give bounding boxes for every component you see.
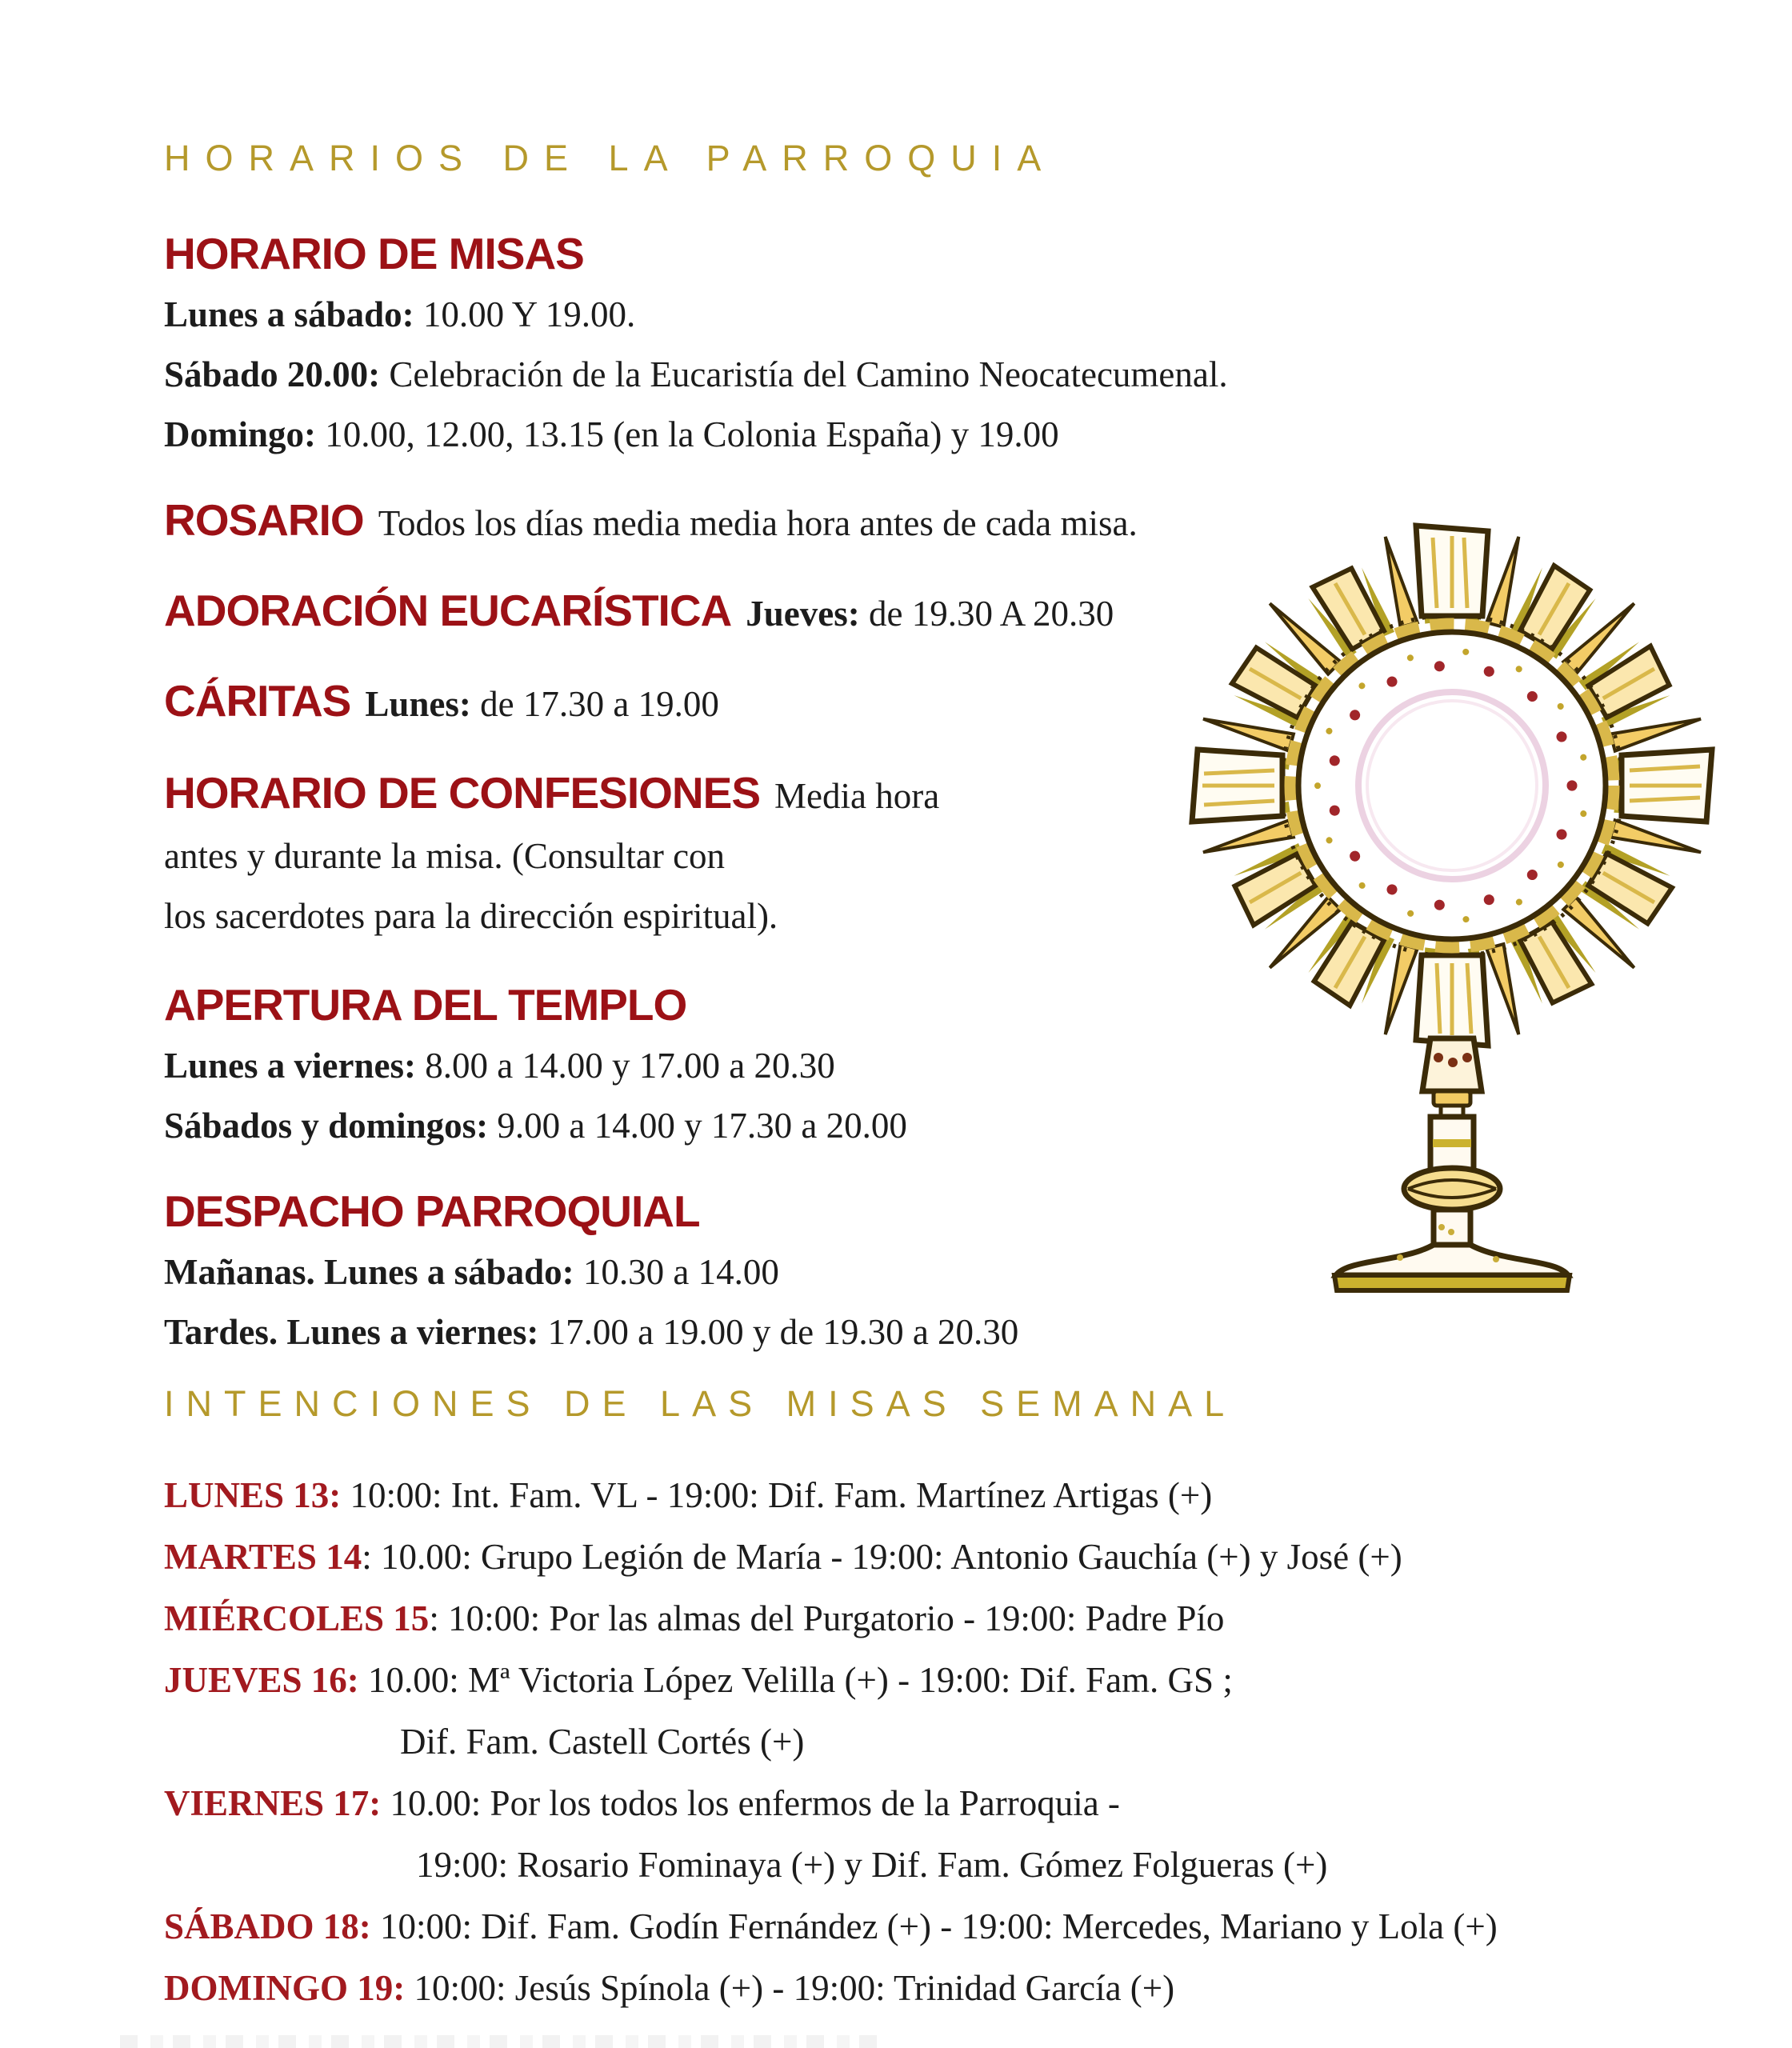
line-text: 10.00, 12.00, 13.15 (en la Colonia España) y 19.00 xyxy=(316,414,1059,454)
confesiones-line: los sacerdotes para la dirección espiritual). xyxy=(164,896,778,936)
intentions-title: INTENCIONES DE LAS MISAS SEMANAL xyxy=(164,1383,1237,1424)
intention-text: 10.00: Mª Victoria López Velilla (+) - 19:00: Dif. Fam. GS ; xyxy=(358,1660,1233,1700)
line-text: 17.00 a 19.00 y de 19.30 a 20.30 xyxy=(538,1312,1019,1352)
line-label: Tardes. Lunes a viernes: xyxy=(164,1312,539,1352)
intention-continuation: 19:00: Rosario Fominaya (+) y Dif. Fam. Gómez Folgueras (+) xyxy=(416,1845,1328,1885)
line-label: Mañanas. Lunes a sábado: xyxy=(164,1252,574,1292)
line-label: Jueves: xyxy=(746,594,860,634)
section-heading-confesiones: HORARIO DE CONFESIONES xyxy=(164,768,761,818)
intention-entry xyxy=(164,1958,1732,2019)
line-label: Lunes: xyxy=(365,684,471,724)
intention-entry xyxy=(164,1896,1732,1958)
intention-entry xyxy=(164,1465,1732,1526)
intentions-list xyxy=(164,1465,1732,2019)
line-text: de 19.30 A 20.30 xyxy=(859,594,1114,634)
line-text: de 17.30 a 19.00 xyxy=(470,684,719,724)
line-text: Celebración de la Eucaristía del Camino Neocatecumenal. xyxy=(380,354,1228,394)
page-title: HORARIOS DE LA PARROQUIA xyxy=(164,138,1057,178)
despacho-line-tardes xyxy=(164,1302,1732,1362)
intention-text: 10.00: Por los todos los enfermos de la Parroquia - xyxy=(381,1783,1120,1823)
misas-line-sabado xyxy=(164,345,1732,405)
monstrance-illustration xyxy=(1144,498,1760,1302)
intention-entry xyxy=(164,1650,1732,1711)
monstrance-icon xyxy=(1144,498,1760,1302)
line-label: Sábado 20.00: xyxy=(164,354,381,394)
intention-day: LUNES 13: xyxy=(164,1475,342,1515)
line-text: 10.00 Y 19.00. xyxy=(414,294,636,334)
intention-entry xyxy=(164,1773,1732,1834)
intention-day: DOMINGO 19: xyxy=(164,1968,406,2008)
intention-text: : 10.00: Grupo Legión de María - 19:00: Antonio Gauchía (+) y José (+) xyxy=(362,1537,1402,1577)
confesiones-intro: Media hora xyxy=(774,776,940,816)
intention-entry xyxy=(164,1526,1732,1588)
line-text: 9.00 a 14.00 y 17.30 a 20.00 xyxy=(488,1106,907,1146)
intention-text: : 10:00: Por las almas del Purgatorio - 19:00: Padre Pío xyxy=(429,1598,1225,1638)
stem-and-base xyxy=(1334,1038,1570,1290)
rosario-text: Todos los días media media hora antes de cada misa. xyxy=(378,503,1138,543)
intention-day: MIÉRCOLES 15 xyxy=(164,1598,430,1638)
line-label: Sábados y domingos: xyxy=(164,1106,489,1146)
intention-text: 10:00: Int. Fam. VL - 19:00: Dif. Fam. Martínez Artigas (+) xyxy=(341,1475,1213,1515)
section-heading-despacho: DESPACHO PARROQUIAL xyxy=(164,1186,700,1236)
intention-continuation: Dif. Fam. Castell Cortés (+) xyxy=(400,1722,805,1762)
intention-day: VIERNES 17: xyxy=(164,1783,382,1823)
section-heading-adoracion: ADORACIÓN EUCARÍSTICA xyxy=(164,586,732,635)
section-heading-rosario: ROSARIO xyxy=(164,495,364,545)
misas-line-domingo xyxy=(164,405,1732,465)
line-label: Domingo: xyxy=(164,414,316,454)
line-label: Lunes a viernes: xyxy=(164,1046,416,1086)
section-heading-misas: HORARIO DE MISAS xyxy=(164,229,584,278)
line-text: 10.30 a 14.00 xyxy=(574,1252,779,1292)
intention-day: SÁBADO 18: xyxy=(164,1906,371,1946)
section-heading-caritas: CÁRITAS xyxy=(164,676,351,726)
line-text: 8.00 a 14.00 y 17.00 a 20.30 xyxy=(416,1046,835,1086)
intention-day: MARTES 14 xyxy=(164,1537,362,1577)
line-label: Lunes a sábado: xyxy=(164,294,414,334)
intention-text: 10:00: Dif. Fam. Godín Fernández (+) - 19:00: Mercedes, Mariano y Lola (+) xyxy=(370,1906,1498,1946)
intention-day: JUEVES 16: xyxy=(164,1660,359,1700)
cropped-next-line-remnant xyxy=(120,2035,880,2048)
intention-entry xyxy=(164,1588,1732,1650)
section-heading-apertura: APERTURA DEL TEMPLO xyxy=(164,980,687,1030)
confesiones-line: antes y durante la misa. (Consultar con xyxy=(164,836,726,876)
misas-line-lunes-sabado xyxy=(164,285,1732,345)
intention-text: 10:00: Jesús Spínola (+) - 19:00: Trinidad García (+) xyxy=(405,1968,1175,2008)
section-horario-misas xyxy=(164,227,1732,465)
